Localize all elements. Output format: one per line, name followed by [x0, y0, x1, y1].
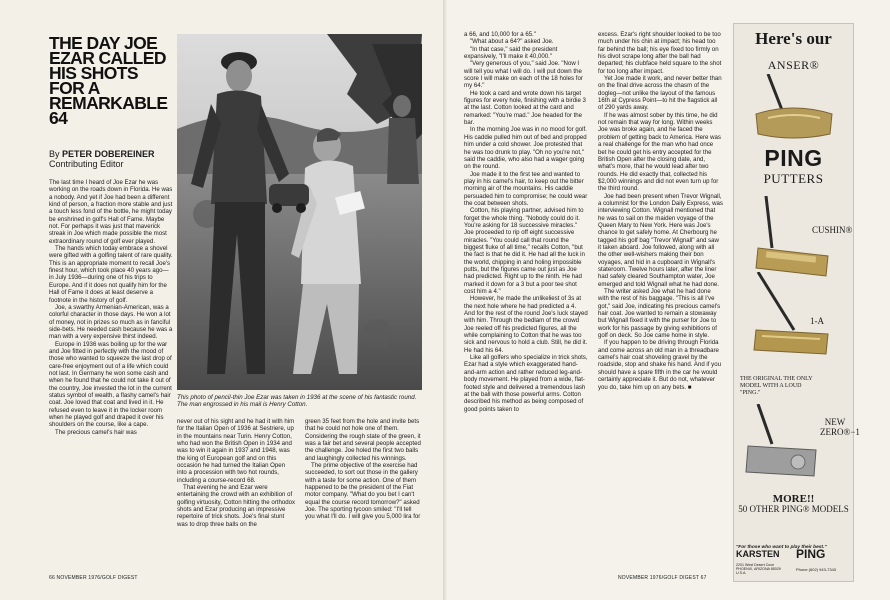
- ad-headline: Here's our: [755, 29, 832, 48]
- article-column-3: [305, 418, 423, 521]
- folio-left: 66 NOVEMBER 1976/GOLF DIGEST: [49, 575, 138, 581]
- ping-advertisement: [733, 23, 860, 582]
- paragraph: Joe made it to the first tee and wanted to play in his camel's hair, to keep out the bitter morning air of the mountains. His caddie persuaded him to compromise; he could wear the coat between shots.: [464, 170, 588, 207]
- zero-putter-icon: [742, 404, 822, 484]
- paragraph: Cotton, his playing partner, advised him to forget the whole thing. "Nobody could do it. You're asking for 18 successive miracles." Joe proceeded to rip off eight successive miracles. "You could call that round the biggest fluke of all time," recalls Cotton, "but the fact is that he did it. He had all the luck in the world, chipping in and holing impossible putts, but the figures came out just as Joe had predicted. Right up to the ninth. He had marked it down for a 3 but a poor tee shot cost him a 4.": [464, 207, 585, 296]
- paragraph: He took a card and wrote down his target figures for every hole, finishing with a birdie 3 at the last. Cotton looked at the card and remarked: "You're mad." Joe headed for the bar.: [464, 89, 586, 127]
- article-column-4: [464, 31, 588, 413]
- ad-anser-label: ANSER®: [767, 58, 820, 72]
- paragraph: Like all golfers who specialize in trick shots, Ezar had a style which exaggerated hand-and-arm action and rather reduced leg-and-body movement. He played from a wide, flat-footed style and delivered a tremendous lash at the ball with those powerful arms. Cotton described his method as being composed of good points taken to: [464, 354, 588, 413]
- ad-putters-label: PUTTERS: [763, 171, 824, 186]
- ad-maker: KARSTEN: [736, 549, 780, 560]
- folio-right: NOVEMBER 1976/GOLF DIGEST 67: [618, 575, 707, 581]
- article-column-1: [49, 179, 173, 436]
- paragraph: In the morning Joe was in no mood for golf. His caddie pulled him out of bed and propped him under a cold shower. Joe protested that he was too drunk to play. "Oh no you're not," said the caddie, who also had a wager going on the round.: [464, 126, 587, 171]
- article-column-5: [598, 31, 723, 391]
- ad-footer: [736, 545, 851, 574]
- ad-more-block: [734, 494, 853, 514]
- paragraph: If you happen to be driving through Florida and come across an old man in a threadbare camel's hair coat shoveling gravel by the roadside, stop and shake his hand. And if you should have a spare fifth in the car he would certainly appreciate it. But do not, whatever you do, take him up on any bets. ■: [598, 339, 721, 391]
- historic-photo: [177, 34, 422, 390]
- byline: [49, 149, 177, 169]
- page-gutter: [443, 0, 447, 600]
- ad-more-label: MORE!!: [772, 493, 815, 505]
- paragraph: "In that case," said the president expansively, "I'll make it 40,000.": [464, 45, 558, 61]
- byline-prefix: By: [49, 149, 60, 159]
- ad-cushin-label: CUSHIN®: [812, 225, 853, 235]
- paragraph: "What about a 64?" asked Joe.: [470, 38, 554, 46]
- anser-putter-icon: [748, 74, 840, 142]
- paragraph: The hands which today embrace a shovel were gifted with a golfing talent of rare quality. This is an appropriate moment to recall Joe's finest hour, which took place 40 years ago—in July 1936—during one of his trips to Europe. And if it does not qualify him for the Hall of Fame it does at least deserve a footnote in the history of golf.: [49, 245, 173, 304]
- paragraph: The writer asked Joe what he had done with the rest of his baggage. "This is all I've got," said Joe, indicating his precious camel's hair coat. Joe wanted to remain a stowaway but Wignall fixed it with the purser for Joe to work for his passage by giving exhibitions of golf on deck. So Joe came home in style.: [598, 288, 721, 340]
- paragraph: The precious camel's hair was: [55, 428, 137, 436]
- paragraph: Joe, a swarthy Armenian-American, was a colorful character in those days. He won a lot of money, not in prizes so much as in fanciful side-bets. He needed cash because he was a man with a very expensive thirst indeed.: [49, 303, 173, 341]
- byline-author: PETER DOBEREINER: [62, 149, 155, 159]
- paragraph: However, he made the unlikeliest of 3s at the next hole where he had predicted a 4. And for the rest of the round Joe's luck stayed with him. Through the bedlam of the crowd Joe reeled off his predicted figures, all the while complaining to Cotton that he was too sick and nervous to hold a club. Still, he did it. He had his 64.: [464, 295, 588, 354]
- ad-more-sub: 50 OTHER PING® MODELS: [738, 504, 849, 514]
- paragraph: green 35 feet from the hole and invite bets that he could not hole one of them. Considering the rough state of the green, it was a fair bet and several people accepted the challenge. Joe holed the first two balls and laughingly collected his winnings.: [305, 418, 421, 462]
- ad-one-a-label: 1-A: [810, 316, 824, 326]
- paragraph: Europe in 1936 was boiling up for the war and Joe fitted in perfectly with the mood of those who wanted to squeeze the last drop of care-free enjoyment out of a life which could not last. In Germany he won some cash and when he found that he could not take it out of the country, Joe invested the lot in the current status symbol of wealth, a flashy camel's hair coat. Joe loved that coat and lived in it. He refused even to leave it in the locker room when he played golf and draped it over his shoulders on the course, like a cape.: [49, 340, 172, 429]
- ad-address: 2201 West Desert Cove PHOENIX, ARIZONA 85029 U.S.A.: [736, 563, 781, 576]
- paragraph: Yet Joe made it work, and never better than on the final drive across the chasm of the dogleg—not unlike the layout of the famous 16th at Cypress Point—to hit the flagstick all of 290 yards away.: [598, 75, 722, 112]
- paragraph: The prime objective of the exercise had succeeded, to sort out those in the gallery with a taste for some action. One of them happened to be the president of the Fiat motor company. "What do you bet I can't equal the course record tomorrow?" asked Joe. The sporting tycoon smiled: "I'll tell you what I'll do. I will give you 5,000 lira for: [305, 462, 421, 521]
- article-headline: THE DAY JOE EZAR CALLED HIS SHOTS FOR A REMARKABLE 64: [49, 33, 168, 128]
- paragraph: excess. Ezar's right shoulder looked to be too much under his chin at impact; his head too far behind the ball; his eye fixed too firmly on his divot scrape long after the ball had departed; his clubface held square to the shot for too long after impact.: [598, 31, 722, 75]
- paragraph: If he was almost sober by this time, he did not remain that way for long. Within weeks Joe was broke again, and he faced the problem of getting back to America. Here was a real challenge for the man who had once bet he could get his entry accepted for the British Open after the closing date, and, what's more, that he would lead after two rounds. He did exactly that, collected his $2,000 winnings and did not even turn up for the third round.: [598, 111, 721, 193]
- photo-illustration: [177, 34, 422, 390]
- paragraph: Joe had been present when Trevor Wignall, a columnist for the London Daily Express, was interviewing Cotton. Wignall mentioned that he was to sail on the maiden voyage of the Queen Mary to New York. Here was Joe's chance to get safely home. At Cherbourg he tagged his golf bag "Trevor Wignall" and saw it taken aboard. Joe followed, along with all the other well-wishers making their bon voyages, and hid in a cupboard in Wignall's stateroom. Twelve hours later, after the liner had safely cleared Southampton water, Joe emerged and told Wignall what he had done.: [598, 192, 723, 288]
- byline-title: Contributing Editor: [49, 159, 124, 169]
- ad-tagline: "For those who want to play their best.": [736, 545, 827, 550]
- ad-maker-brand: PING: [796, 547, 826, 562]
- paragraph: "Very generous of you," said Joe. "Now I will tell you what I will do. I will put down the score I will make on each of the 18 holes for my 64.": [464, 60, 583, 90]
- paragraph: The last time I heard of Joe Ezar he was working on the roads down in Florida. He was a nobody. And yet if Joe had been a different kind of person, a fraction more stable and just a touch less fond of the bottle, he might today be enshrined in golf's Hall of Fame. Maybe not. For perhaps it was just that maverick streak in Joe which made possible the most extraordinary round of golf ever played.: [49, 179, 173, 245]
- ad-new-zero-label: NEW ZERO®−1: [820, 417, 860, 437]
- ad-ping-brand: PING: [764, 145, 823, 171]
- paragraph: That evening he and Ezar were entertaining the crowd with an exhibition of golfing virtuosity, Cotton hitting the orthodox shots and Ezar producing an impressive repertoire of trick shots. Joe's final stunt was to drop three balls on the: [177, 484, 296, 528]
- ad-original-text: THE ORIGINAL THE ONLY MODEL WITH A LOUD "PING.": [740, 376, 813, 396]
- article-column-2: [177, 418, 296, 528]
- cushin-putter-icon: [752, 196, 838, 280]
- paragraph: never out of his sight and he had it with him for the Italian Open of 1936 at Sestriere, up in the mountains near Turin. Henry Cotton, who had won the British Open in 1934 and was to win it again in 1937 and 1948, was the king of European golf and on this occasion he had turned the Italian Open into a procession with two hot rounds, including a course-record 68.: [177, 418, 295, 484]
- photo-caption: This photo of pencil-thin Joe Ezar was taken in 1936 at the scene of his fantastic round. The man engrossed in his mail is Henry Cotton.: [177, 394, 417, 409]
- ad-phone: Phone (602) 943-7343: [796, 567, 837, 573]
- paragraph: a 66, and 10,000 for a 65.": [464, 31, 536, 38]
